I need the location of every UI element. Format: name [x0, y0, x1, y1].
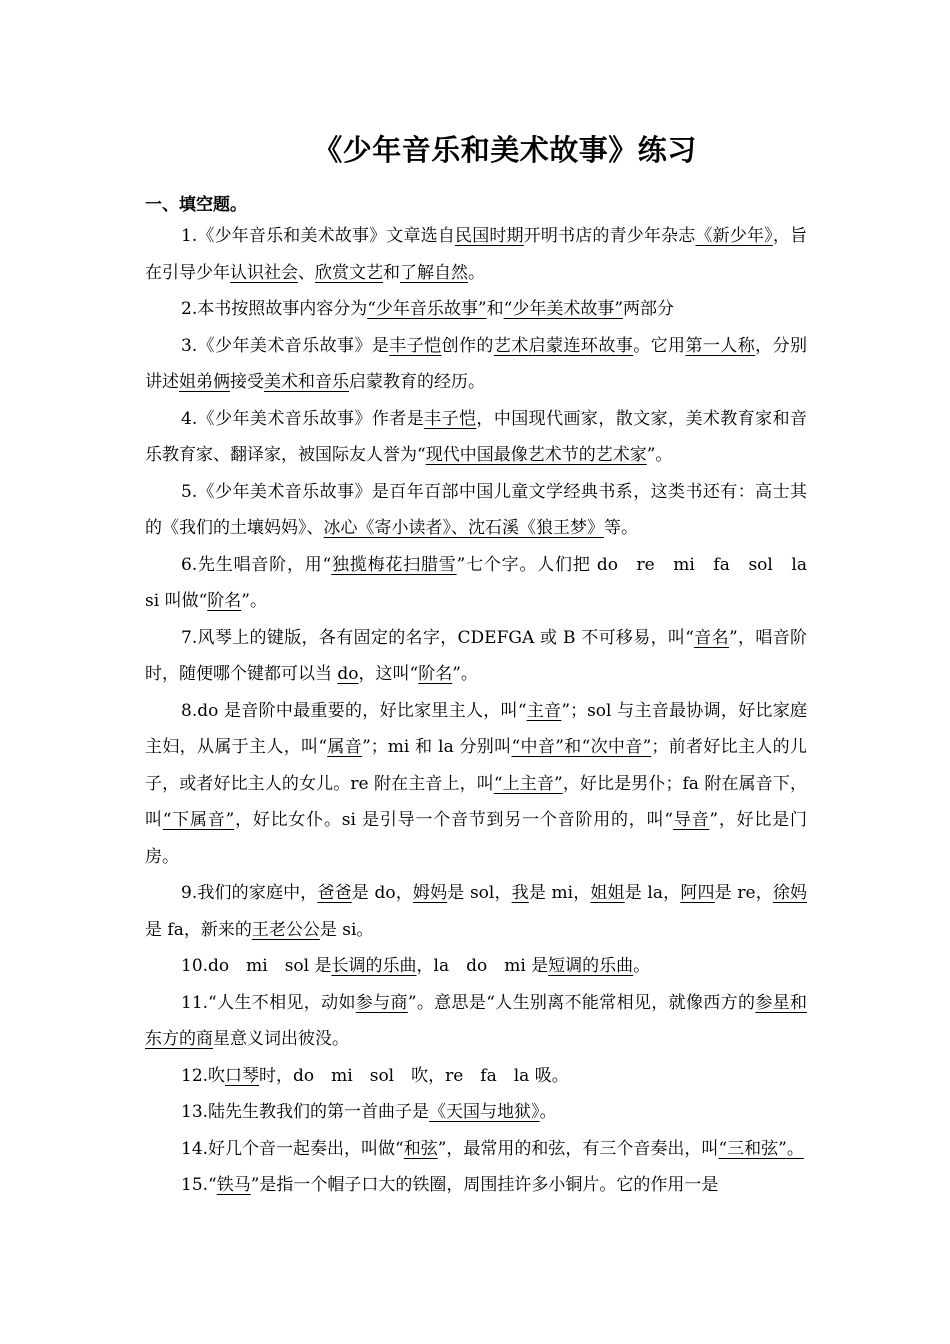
question-text: ，这叫“: [358, 664, 419, 684]
section-heading: 一、填空题。: [145, 195, 247, 215]
question-text: ”。意思是“人生别离不能常相见，就像西方的: [407, 992, 756, 1013]
question-text: 两部分: [623, 299, 675, 319]
answer-blank: 《新少年》: [695, 226, 773, 246]
answer-blank: 冰心《寄小读者》、沈石溪《狼王梦》: [323, 518, 604, 538]
answer-blank: 音名: [693, 627, 729, 648]
question-text: 是 si。: [319, 919, 374, 940]
answer-blank: “下属音”: [162, 810, 235, 830]
answer-blank: 丰子恺: [389, 335, 442, 356]
question-text: 接受: [230, 372, 264, 392]
question-text: 星意义词出彼没。: [213, 1029, 349, 1049]
question-list: [145, 218, 824, 1204]
question-text: 是 fa，新来的: [145, 919, 252, 940]
answer-blank: “少年音乐故事”: [367, 299, 487, 319]
question-text: ，好比女仆。si 是引导一个音节到另一个音阶用的，叫“: [234, 810, 674, 830]
question-7: [145, 620, 807, 693]
question-text: ，分别讲述: [145, 335, 807, 392]
question-text: 10.do mi sol 是: [181, 956, 332, 976]
answer-blank: 认识社会: [230, 262, 298, 283]
question-text: 等。: [604, 518, 638, 538]
answer-blank: “三和弦”。: [718, 1138, 804, 1159]
question-14: [145, 1131, 807, 1168]
question-13: [145, 1094, 807, 1131]
answer-blank: 姆妈: [412, 883, 448, 903]
answer-blank: 丰子恺: [424, 408, 477, 429]
question-text: ，la do mi 是: [416, 956, 549, 976]
answer-blank: 姐弟俩: [179, 372, 230, 392]
question-5: [145, 474, 807, 547]
answer-blank: 美术和音乐: [264, 372, 349, 392]
question-2: [145, 291, 807, 328]
question-text: ”。: [646, 445, 673, 465]
answer-blank: 属音: [327, 737, 363, 757]
answer-blank: 阶名: [207, 591, 242, 611]
question-text: 和: [383, 262, 400, 283]
question-text: ，中国现代画家，散文家，美术教育家和音乐教育家、翻译家，被国际友人誉为“: [145, 408, 807, 465]
answer-blank: 现代中国最像艺术节的艺术家: [425, 445, 647, 465]
answer-blank: 《天国与地狱》: [429, 1102, 540, 1122]
question-text: 是 sol，: [447, 883, 512, 903]
question-text: 8.do 是音阶中最重要的，好比家里主人，叫“: [181, 700, 527, 721]
question-text: ”。: [452, 664, 478, 684]
question-text: 是 mi，: [528, 883, 591, 903]
question-text: ”七个字。人们把 do re mi fa sol la si 叫做“: [145, 554, 824, 611]
question-3: [145, 328, 807, 401]
question-text: 启蒙教育的经历。: [349, 372, 485, 392]
question-text: 13.陆先生教我们的第一首曲子是: [181, 1102, 430, 1122]
answer-blank: 导音: [673, 810, 710, 830]
question-text: ”，好比是门房。: [145, 810, 807, 867]
question-text: 。: [539, 1102, 557, 1122]
answer-blank: “中音”和“次中音”: [511, 737, 652, 757]
answer-blank: “上主音”: [493, 773, 563, 794]
question-text: 14.好几个音一起奏出，叫做“: [181, 1138, 404, 1159]
answer-blank: 徐妈: [772, 883, 808, 903]
question-text: ，好比是男仆；fa 附在属音下，叫: [145, 773, 807, 830]
answer-blank: 第一人称: [685, 335, 756, 356]
question-12: [145, 1058, 807, 1095]
answer-blank: 短调的乐曲: [548, 956, 634, 976]
answer-blank: 了解自然: [400, 262, 468, 283]
answer-blank: do: [337, 664, 359, 684]
answer-blank: 王老公公: [251, 919, 320, 940]
answer-blank: 长调的乐曲: [331, 956, 417, 976]
question-text: 2.本书按照故事内容分为: [181, 299, 368, 319]
question-4: [145, 401, 807, 474]
question-text: 开明书店的青少年杂志: [523, 226, 696, 246]
question-text: 4.《少年美术音乐故事》作者是: [181, 408, 425, 429]
question-text: 11.“人生不相见，动如: [181, 992, 356, 1013]
question-text: 是 do，: [351, 883, 413, 903]
question-text: ”。: [241, 591, 267, 611]
question-text: 和: [486, 299, 504, 319]
answer-blank: 欣赏文艺: [315, 262, 383, 283]
answer-blank: 民国时期: [455, 226, 524, 246]
question-1: [145, 218, 807, 291]
page-title: 《少年音乐和美术故事》练习: [313, 133, 697, 167]
answer-blank: 主音: [526, 700, 562, 721]
question-text: 创作的: [441, 335, 494, 356]
question-text: 12.吹: [181, 1065, 226, 1086]
question-text: ；前者好比主人的儿子，或者好比主人的女儿。re 附在主音上，叫: [145, 737, 808, 794]
question-11: [145, 985, 807, 1058]
answer-blank: 参星和东方的商: [145, 992, 808, 1049]
question-6: [145, 547, 824, 620]
question-text: 7.风琴上的键版，各有固定的名字，CDEFGA 或 B 不可移易，叫“: [181, 627, 694, 648]
question-9: [145, 875, 807, 948]
question-10: [145, 948, 807, 985]
answer-blank: 独揽梅花扫腊雪: [331, 554, 457, 575]
question-text: 6.先生唱音阶，用“: [181, 554, 332, 575]
question-15: [145, 1167, 807, 1204]
answer-blank: “少年美术故事”: [503, 299, 624, 319]
question-text: ，旨在引导少年: [145, 226, 808, 283]
answer-blank: 阶名: [418, 664, 453, 684]
answer-blank: 和弦: [403, 1138, 438, 1159]
answer-blank: 口琴: [225, 1065, 260, 1086]
answer-blank: 艺术启蒙连环故事: [493, 335, 634, 356]
question-text: 3.《少年美术音乐故事》是: [181, 335, 390, 356]
question-text: ”；sol 与主音最协调，好比家庭主妇，从属于主人，叫“: [145, 700, 807, 757]
question-text: 时，do mi sol 吹，re fa la 吸。: [259, 1065, 569, 1086]
question-text: 。它用: [633, 335, 686, 356]
question-text: 1.《少年音乐和美术故事》文章选自: [181, 226, 456, 246]
question-text: 是 la，: [624, 883, 681, 903]
answer-blank: 铁马: [216, 1175, 251, 1195]
question-text: 9.我们的家庭中，: [181, 883, 318, 903]
answer-blank: 阿四: [680, 883, 715, 903]
answer-blank: 我: [511, 883, 529, 903]
question-text: 。: [633, 956, 651, 976]
question-text: ”，最常用的和弦，有三个音奏出，叫: [437, 1138, 719, 1159]
answer-blank: 参与商: [355, 992, 408, 1013]
question-text: 。: [468, 262, 485, 283]
answer-blank: 爸爸: [317, 883, 352, 903]
question-8: [145, 693, 807, 876]
question-text: 5.《少年美术音乐故事》是百年百部中国儿童文学经典书系，这类书还有：高士其的《我们的土壤妈妈》、: [145, 481, 807, 538]
question-text: 、: [298, 262, 315, 283]
question-text: 15.“: [181, 1175, 217, 1195]
question-text: ”；mi 和 la 分别叫: [362, 737, 512, 757]
question-text: ”，唱音阶时，随便哪个键都可以当: [145, 627, 807, 684]
question-text: ”是指一个帽子口大的铁圈，周围挂许多小铜片。它的作用一是: [250, 1175, 719, 1195]
question-text: 是 re，: [714, 883, 773, 903]
answer-blank: 姐姐: [590, 883, 625, 903]
